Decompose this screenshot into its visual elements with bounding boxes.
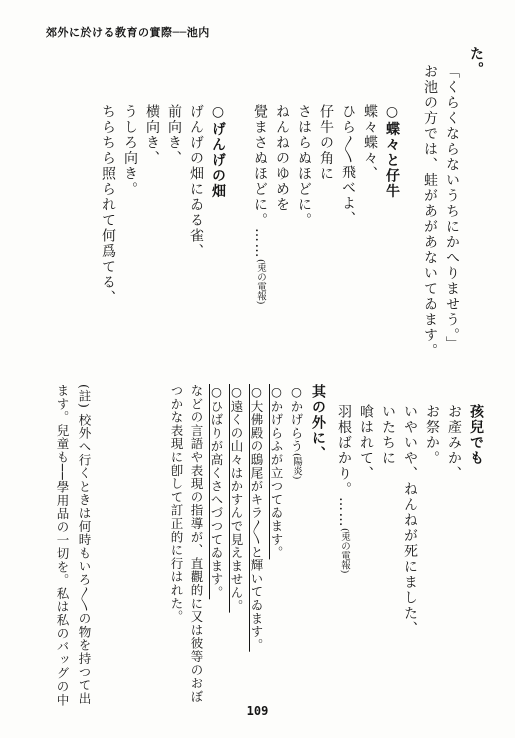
column-text: ○かげらふが立つてゐます。: [269, 384, 284, 560]
column-text: ○大佛殿の鴟尾がキラ〳〵と輝いてゐます。: [249, 384, 264, 652]
column-text: 羽根ばかり。……: [336, 404, 352, 528]
text-column: [309, 384, 327, 462]
text-column: [287, 384, 305, 479]
text-column: [445, 404, 463, 482]
text-column: [165, 104, 183, 166]
text-column: [227, 384, 245, 613]
column-text: ひら〳〵飛べよ、: [340, 104, 356, 227]
text-column: [251, 104, 269, 304]
column-text: お祭か。: [424, 404, 440, 466]
column-text: いやいや、ねんねが死にました、: [402, 404, 418, 637]
text-column: [295, 104, 313, 228]
column-note: (陽炎): [291, 453, 302, 480]
column-text: うしろ向き。: [122, 104, 138, 197]
column-text: さはらぬほどに。: [296, 104, 312, 228]
text-column: [467, 46, 485, 77]
column-text: お產みか、: [446, 404, 462, 482]
text-column: [443, 64, 461, 352]
column-text: (註) 校外へ行くときは何時もいろ〳〵の物を持つて出: [77, 384, 92, 706]
column-text: げんげの畑にゐる雀、: [188, 104, 204, 259]
page-number: 109: [246, 704, 269, 718]
text-column: [335, 404, 353, 573]
column-text: 覺まさぬほどに。……: [252, 104, 268, 259]
column-text: ○かげらう: [289, 384, 304, 453]
text-column: [209, 104, 227, 199]
text-column: [187, 384, 205, 703]
text-column: [247, 384, 265, 652]
text-column: [423, 404, 441, 466]
text-column: [361, 104, 379, 182]
text-column: [467, 404, 485, 466]
text-column: [207, 384, 225, 599]
text-column: [267, 384, 285, 559]
text-column: [143, 104, 161, 166]
column-text: 蝶々蝶々、: [362, 104, 378, 182]
column-text: 前向き、: [166, 104, 182, 166]
text-column: [379, 404, 397, 466]
column-text: ちらちら照られて何爲てる、: [100, 104, 116, 306]
text-column: [421, 64, 439, 359]
column-text: 仔牛の角に: [318, 104, 334, 182]
column-text: ○げんげの畑: [210, 104, 226, 199]
page-header: [0, 24, 515, 50]
column-text: お池の方では、蛙があがあないてゐます。: [422, 64, 438, 359]
column-text: 喰はれて、: [358, 404, 374, 482]
column-text: ○遠くの山々はかすんで見えません。: [229, 384, 244, 613]
text-column: [273, 104, 291, 213]
text-column: [401, 404, 419, 637]
text-column: [317, 104, 335, 182]
column-text: ○蝶々と仔牛: [384, 104, 400, 199]
column-text: 「くらくならないうちにかへりませう。」: [444, 64, 460, 352]
column-text: 其の外に、: [310, 384, 326, 462]
column-text: いたちに: [380, 404, 396, 466]
running-head: 郊外に於ける教育の實際──池内: [46, 26, 210, 39]
column-text: ○ひばりが高くさへづつてゐます。: [209, 384, 224, 600]
text-column: [121, 104, 139, 197]
text-column: [75, 384, 93, 705]
text-column: [99, 104, 117, 306]
column-text: つかな表現に卽して訂正的に行はれた。: [169, 384, 184, 624]
text-column: [187, 104, 205, 259]
text-column: [383, 104, 401, 199]
column-text: ます。兒童も──學用品の一切を。私は私のバッグの中: [55, 384, 70, 707]
text-column: [339, 104, 357, 227]
column-text: 孩兒でも: [468, 404, 484, 466]
column-text: ねんねのゆめを: [274, 104, 290, 213]
text-column: [53, 384, 71, 707]
column-note: (兎の電報): [255, 259, 266, 305]
column-note: (兎の電報): [339, 528, 350, 574]
text-column: [167, 384, 185, 623]
column-text: 横向き、: [144, 104, 160, 166]
column-text: などの言語や表現の指導が、直觀的に又は彼等のおぼ: [189, 384, 204, 704]
text-column: [357, 404, 375, 482]
column-text: た。: [468, 46, 484, 77]
